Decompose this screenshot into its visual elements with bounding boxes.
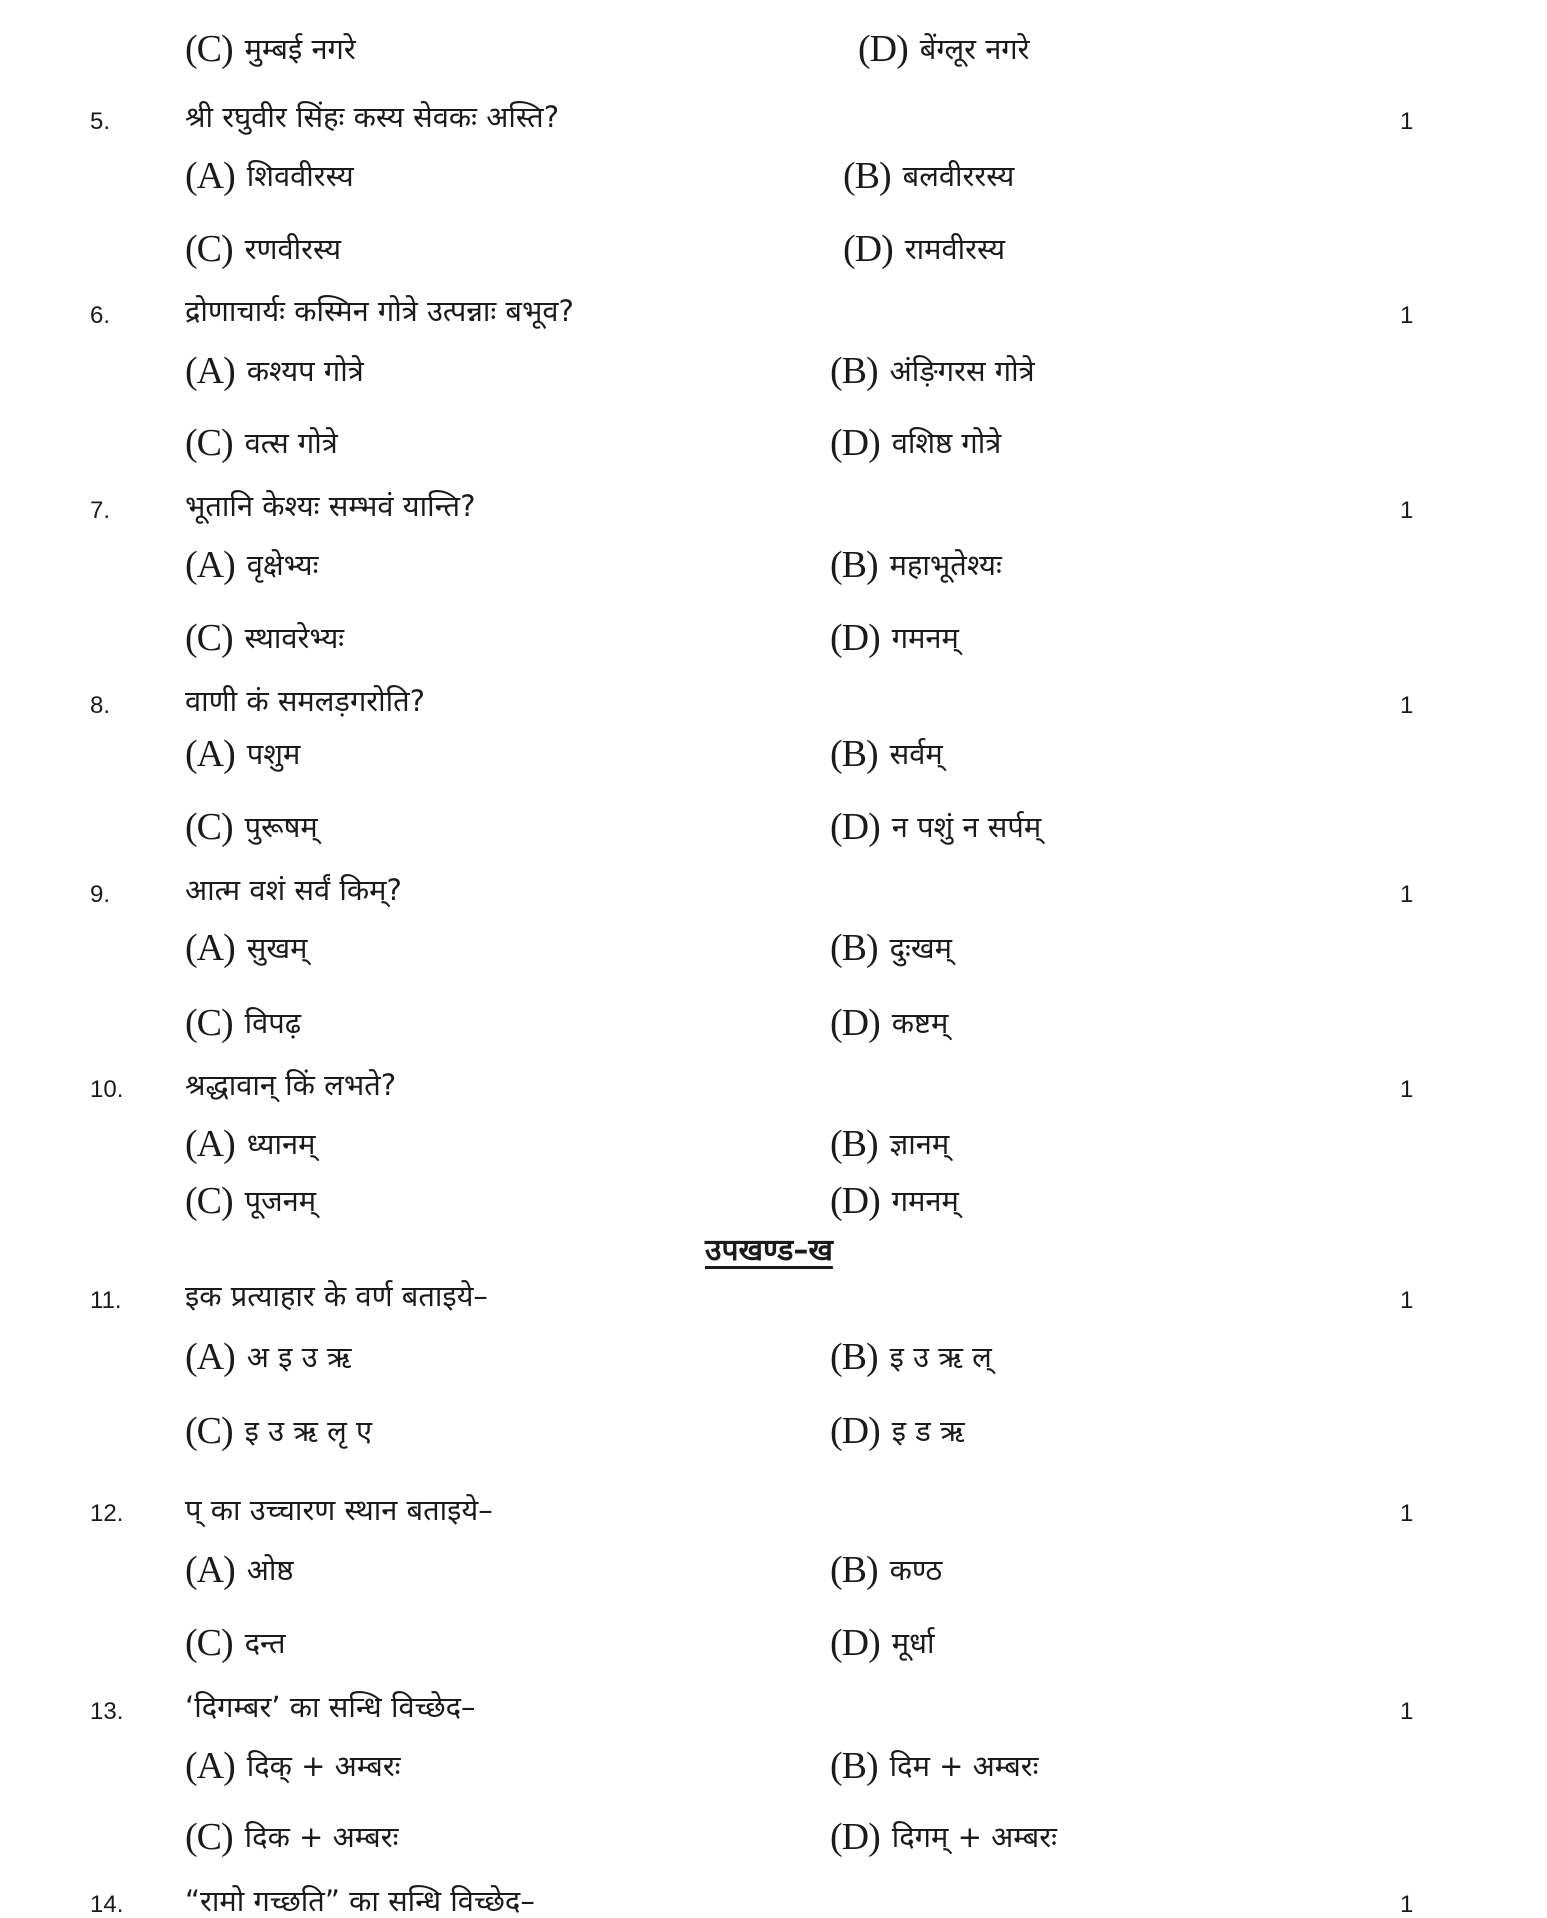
option-letter: (C)	[185, 806, 233, 848]
option-a	[185, 1125, 315, 1163]
section-heading: उपखण्ड–ख	[705, 1233, 833, 1268]
option-c	[185, 1412, 372, 1450]
option-text: गमनम्	[891, 620, 959, 655]
question-number: 7.	[90, 497, 111, 524]
option-a	[185, 157, 354, 195]
option-a	[185, 1747, 401, 1785]
option-letter: (B)	[830, 1745, 878, 1787]
option-text: इ उ ऋ लृ ए	[244, 1413, 373, 1448]
option-text: रामवीरस्य	[904, 231, 1006, 266]
option-letter: (D)	[830, 806, 880, 848]
option-text: विपढ़	[244, 1005, 302, 1040]
option-letter: (D)	[830, 1410, 880, 1452]
option-letter: (D)	[830, 1002, 880, 1044]
option-text: ध्यानम्	[246, 1126, 316, 1161]
question-number: 10.	[90, 1076, 124, 1103]
question-number: 12.	[90, 1500, 124, 1527]
option-text: दन्त	[244, 1625, 286, 1660]
option-letter: (C)	[185, 617, 233, 659]
option-letter: (B)	[830, 544, 878, 586]
option-text: रणवीरस्य	[244, 231, 342, 266]
option-a	[185, 546, 318, 584]
option-letter: (A)	[185, 733, 235, 775]
option-c	[185, 230, 341, 268]
option-c-q4	[185, 30, 356, 68]
question-text: ‘दिगम्बर’ का सन्धि विच्छेद–	[185, 1690, 476, 1724]
option-b	[830, 1125, 949, 1163]
option-letter: (C)	[185, 422, 233, 464]
option-letter: (C)	[185, 1002, 233, 1044]
option-text: सर्वम्	[889, 736, 943, 771]
option-text: बेंग्लूर नगरे	[919, 31, 1030, 66]
question-text: भूतानि केश्यः सम्भवं यान्ति?	[185, 489, 476, 523]
option-b	[830, 929, 952, 967]
option-letter: (C)	[185, 28, 233, 70]
option-text: अ इ उ ऋ	[246, 1339, 352, 1374]
question-marks: 1	[1400, 881, 1414, 908]
question-text: “रामो गच्छति” का सन्धि विच्छेद–	[185, 1884, 535, 1918]
question-text: इक प्रत्याहार के वर्ण बताइये–	[185, 1279, 488, 1313]
option-c	[185, 1818, 398, 1856]
option-b	[830, 735, 943, 773]
option-text: मूर्धा	[891, 1625, 935, 1660]
option-text: पूजनम्	[244, 1183, 317, 1218]
option-b	[830, 352, 1035, 390]
question-number: 9.	[90, 881, 111, 908]
option-b	[830, 1551, 942, 1589]
question-marks: 1	[1400, 1698, 1414, 1725]
option-text: कण्ठ	[889, 1552, 943, 1587]
option-d	[830, 808, 1041, 846]
option-c	[185, 1004, 301, 1042]
question-number: 13.	[90, 1698, 124, 1725]
option-letter: (D)	[830, 617, 880, 659]
option-c	[185, 424, 338, 462]
option-text: वशिष्ठ गोत्रे	[891, 425, 1002, 460]
question-marks: 1	[1400, 1287, 1414, 1314]
option-c	[185, 1182, 316, 1220]
option-letter: (C)	[185, 1180, 233, 1222]
option-text: स्थावरेभ्यः	[244, 620, 345, 655]
option-text: न पशुं न सर्पम्	[891, 809, 1042, 844]
option-d-q4	[858, 30, 1030, 68]
option-d	[830, 424, 1001, 462]
option-c	[185, 808, 318, 846]
option-text: ओष्ठ	[246, 1552, 294, 1587]
option-letter: (A)	[185, 1745, 235, 1787]
option-letter: (A)	[185, 155, 235, 197]
option-d	[830, 1818, 1057, 1856]
question-text: प् का उच्चारण स्थान बताइये–	[185, 1493, 493, 1527]
option-b	[830, 1747, 1039, 1785]
option-letter: (A)	[185, 350, 235, 392]
option-text: ज्ञानम्	[889, 1126, 950, 1161]
option-text: वत्स गोत्रे	[244, 425, 338, 460]
option-d	[830, 619, 959, 657]
question-marks: 1	[1400, 302, 1414, 329]
option-letter: (D)	[843, 228, 893, 270]
option-b	[830, 546, 1002, 584]
option-letter: (B)	[830, 1336, 878, 1378]
question-text: श्रद्धावान् किं लभते?	[185, 1068, 397, 1102]
question-text: श्री रघुवीर सिंहः कस्य सेवकः अस्ति?	[185, 100, 560, 134]
option-d	[830, 1004, 948, 1042]
option-text: महाभूतेश्यः	[889, 547, 1002, 582]
option-letter: (B)	[830, 1123, 878, 1165]
question-marks: 1	[1400, 108, 1414, 135]
option-text: गमनम्	[891, 1183, 959, 1218]
question-text: द्रोणाचार्यः कस्मिन गोत्रे उत्पन्नाः बभूव?	[185, 294, 574, 328]
option-text: मुम्बई नगरे	[244, 31, 356, 66]
option-text: सुखम्	[246, 930, 308, 965]
option-a	[185, 735, 300, 773]
option-letter: (B)	[830, 1549, 878, 1591]
option-text: दुःखम्	[889, 930, 952, 965]
question-marks: 1	[1400, 497, 1414, 524]
question-marks: 1	[1400, 1076, 1414, 1103]
option-a	[185, 929, 307, 967]
option-c	[185, 619, 344, 657]
option-letter: (A)	[185, 1123, 235, 1165]
option-text: इ उ ऋ ल्	[889, 1339, 992, 1374]
option-text: दिक + अम्बरः	[244, 1819, 399, 1854]
question-number: 8.	[90, 692, 111, 719]
option-text: दिम + अम्बरः	[889, 1748, 1039, 1783]
question-number: 11.	[90, 1287, 122, 1314]
question-number: 6.	[90, 302, 111, 329]
question-marks: 1	[1400, 1891, 1414, 1918]
option-c	[185, 1624, 286, 1662]
option-text: इ ड ऋ	[891, 1413, 965, 1448]
option-letter: (B)	[830, 350, 878, 392]
option-d	[830, 1624, 934, 1662]
option-letter: (C)	[185, 1816, 233, 1858]
option-d	[830, 1182, 959, 1220]
option-b	[830, 1338, 992, 1376]
option-text: शिववीरस्य	[246, 158, 354, 193]
option-letter: (C)	[185, 1410, 233, 1452]
option-text: पशुम	[246, 736, 301, 771]
option-letter: (B)	[830, 927, 878, 969]
option-letter: (C)	[185, 228, 233, 270]
question-marks: 1	[1400, 692, 1414, 719]
question-number: 14.	[90, 1891, 124, 1918]
option-letter: (A)	[185, 927, 235, 969]
option-letter: (A)	[185, 1549, 235, 1591]
option-a	[185, 1338, 351, 1376]
option-text: दिगम् + अम्बरः	[891, 1819, 1057, 1854]
option-letter: (B)	[830, 733, 878, 775]
option-letter: (A)	[185, 544, 235, 586]
option-letter: (D)	[830, 1816, 880, 1858]
option-text: कश्यप गोत्रे	[246, 353, 364, 388]
option-letter: (A)	[185, 1336, 235, 1378]
option-a	[185, 1551, 294, 1589]
option-text: दिक् + अम्बरः	[246, 1748, 401, 1783]
option-text: बलवीररस्य	[902, 158, 1015, 193]
question-number: 5.	[90, 108, 111, 135]
option-a	[185, 352, 364, 390]
option-letter: (B)	[843, 155, 891, 197]
option-letter: (C)	[185, 1622, 233, 1664]
option-b	[843, 157, 1014, 195]
option-d	[843, 230, 1005, 268]
option-d	[830, 1412, 965, 1450]
option-text: पुरूषम्	[244, 809, 318, 844]
question-text: आत्म वशं सर्वं किम्?	[185, 873, 402, 907]
question-text: वाणी कं समलड़गरोति?	[185, 684, 426, 718]
option-text: कष्टम्	[891, 1005, 949, 1040]
option-letter: (D)	[830, 1622, 880, 1664]
option-letter: (D)	[858, 28, 908, 70]
question-marks: 1	[1400, 1500, 1414, 1527]
option-letter: (D)	[830, 422, 880, 464]
option-letter: (D)	[830, 1180, 880, 1222]
option-text: अंङ़िगरस गोत्रे	[889, 353, 1035, 388]
option-text: वृक्षेभ्यः	[246, 547, 319, 582]
